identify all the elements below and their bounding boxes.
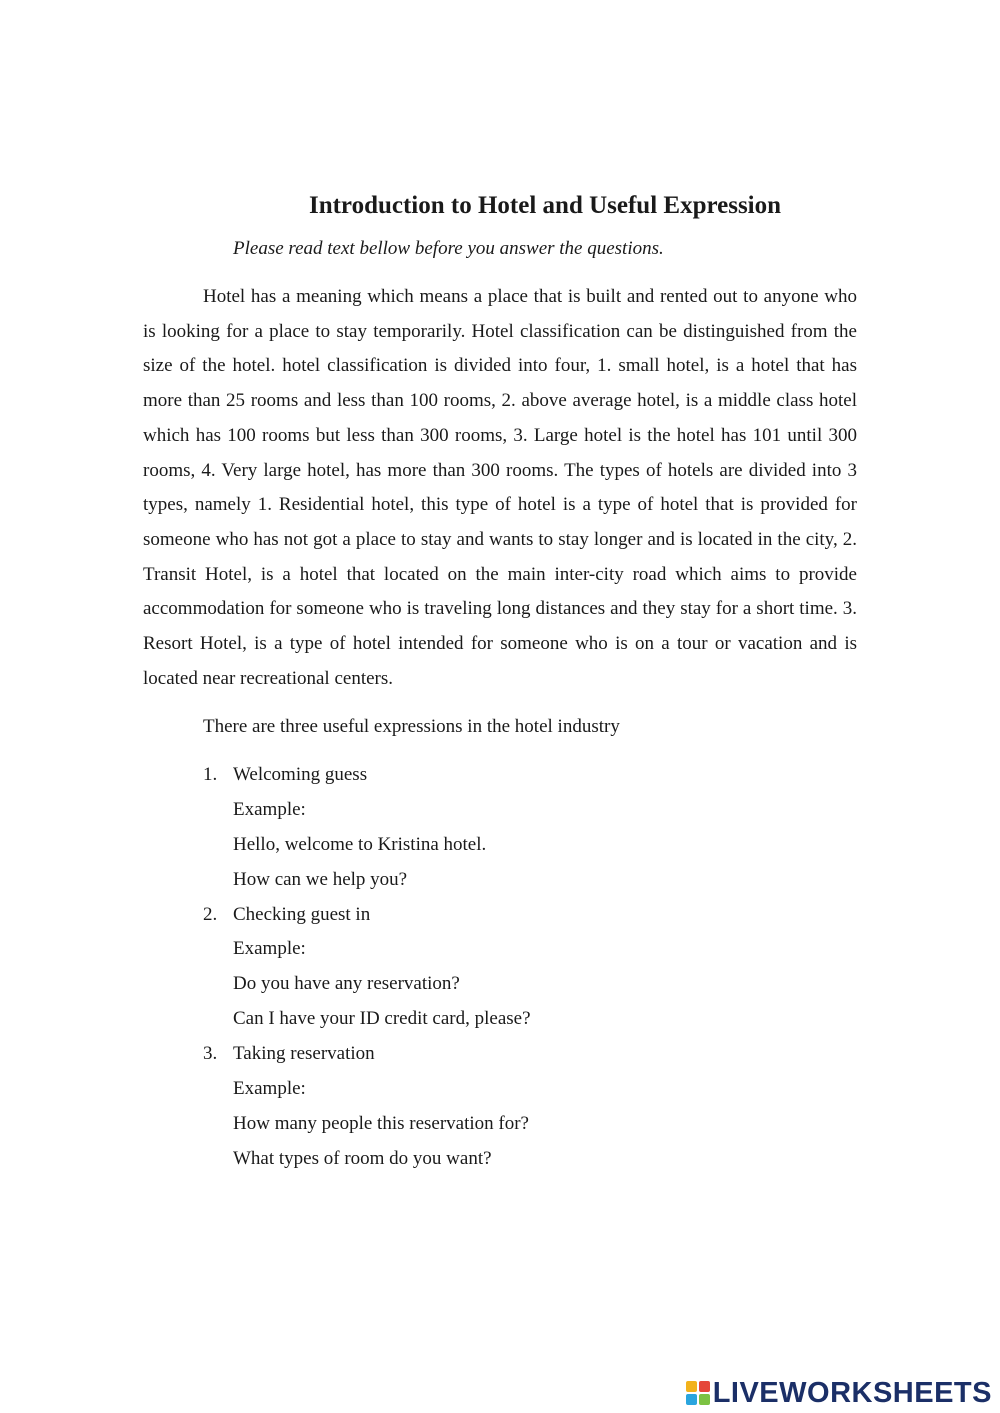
expression-heading: Checking guest in	[233, 903, 371, 925]
expression-heading: Welcoming guess	[233, 764, 368, 785]
example-label: Example:	[233, 1078, 306, 1100]
page-title: Introduction to Hotel and Useful Expression	[308, 192, 782, 219]
expression-heading: Taking reservation	[233, 1043, 375, 1065]
liveworksheets-logo-icon	[685, 1380, 711, 1406]
expression-item-welcoming	[203, 761, 531, 901]
example-line: How can we help you?	[233, 868, 408, 890]
example-label: Example:	[233, 798, 306, 820]
hotel-description-paragraph: Hotel has a meaning which means a place that is built and rented out to anyone who is looking for a place to stay temporarily. Hotel classification can be distinguished from the size of the hotel. hotel classification is divided into four, 1. small hotel, is a hotel that has more than 25 rooms and less than 100 rooms, 2. above average hotel, is a middle class hotel which has 100 rooms but less than 300 rooms, 3. Large hotel is the hotel has 101 until 300 rooms, 4. Very large hotel, has more than 300 rooms. The types of hotels are divided into 3 types, namely 1. Residential hotel, this type of hotel is a type of hotel that is provided for someone who has not got a place to stay and wants to stay longer and is located in the city, 2. Transit Hotel, is a hotel that located on the main inter-city road which aims to provide accommodation for someone who is traveling long distances and they stay for a short time. 3. Resort Hotel, is a type of hotel intended for someone who is on a tour or vacation and is located near recreational centers.	[143, 286, 857, 689]
liveworksheets-wordmark: LIVEWORKSHEETS	[712, 1376, 992, 1409]
reading-instruction: Please read text bellow before you answer the questions.	[233, 238, 664, 259]
example-line: What types of room do you want?	[233, 1147, 492, 1169]
expressions-list	[203, 761, 531, 1180]
example-label: Example:	[233, 938, 306, 960]
example-line: How many people this reservation for?	[233, 1112, 529, 1134]
expression-number: 1.	[203, 764, 218, 785]
expression-number: 2.	[203, 903, 218, 925]
expression-number: 3.	[203, 1043, 218, 1065]
expressions-intro: There are three useful expressions in the hotel industry	[203, 716, 620, 737]
example-line: Hello, welcome to Kristina hotel.	[233, 833, 487, 855]
example-line: Can I have your ID credit card, please?	[233, 1008, 531, 1030]
liveworksheets-brand	[685, 1375, 992, 1411]
example-line: Do you have any reservation?	[233, 973, 460, 995]
expression-item-reservation	[203, 1040, 531, 1180]
expression-item-checking-in	[203, 901, 531, 1041]
